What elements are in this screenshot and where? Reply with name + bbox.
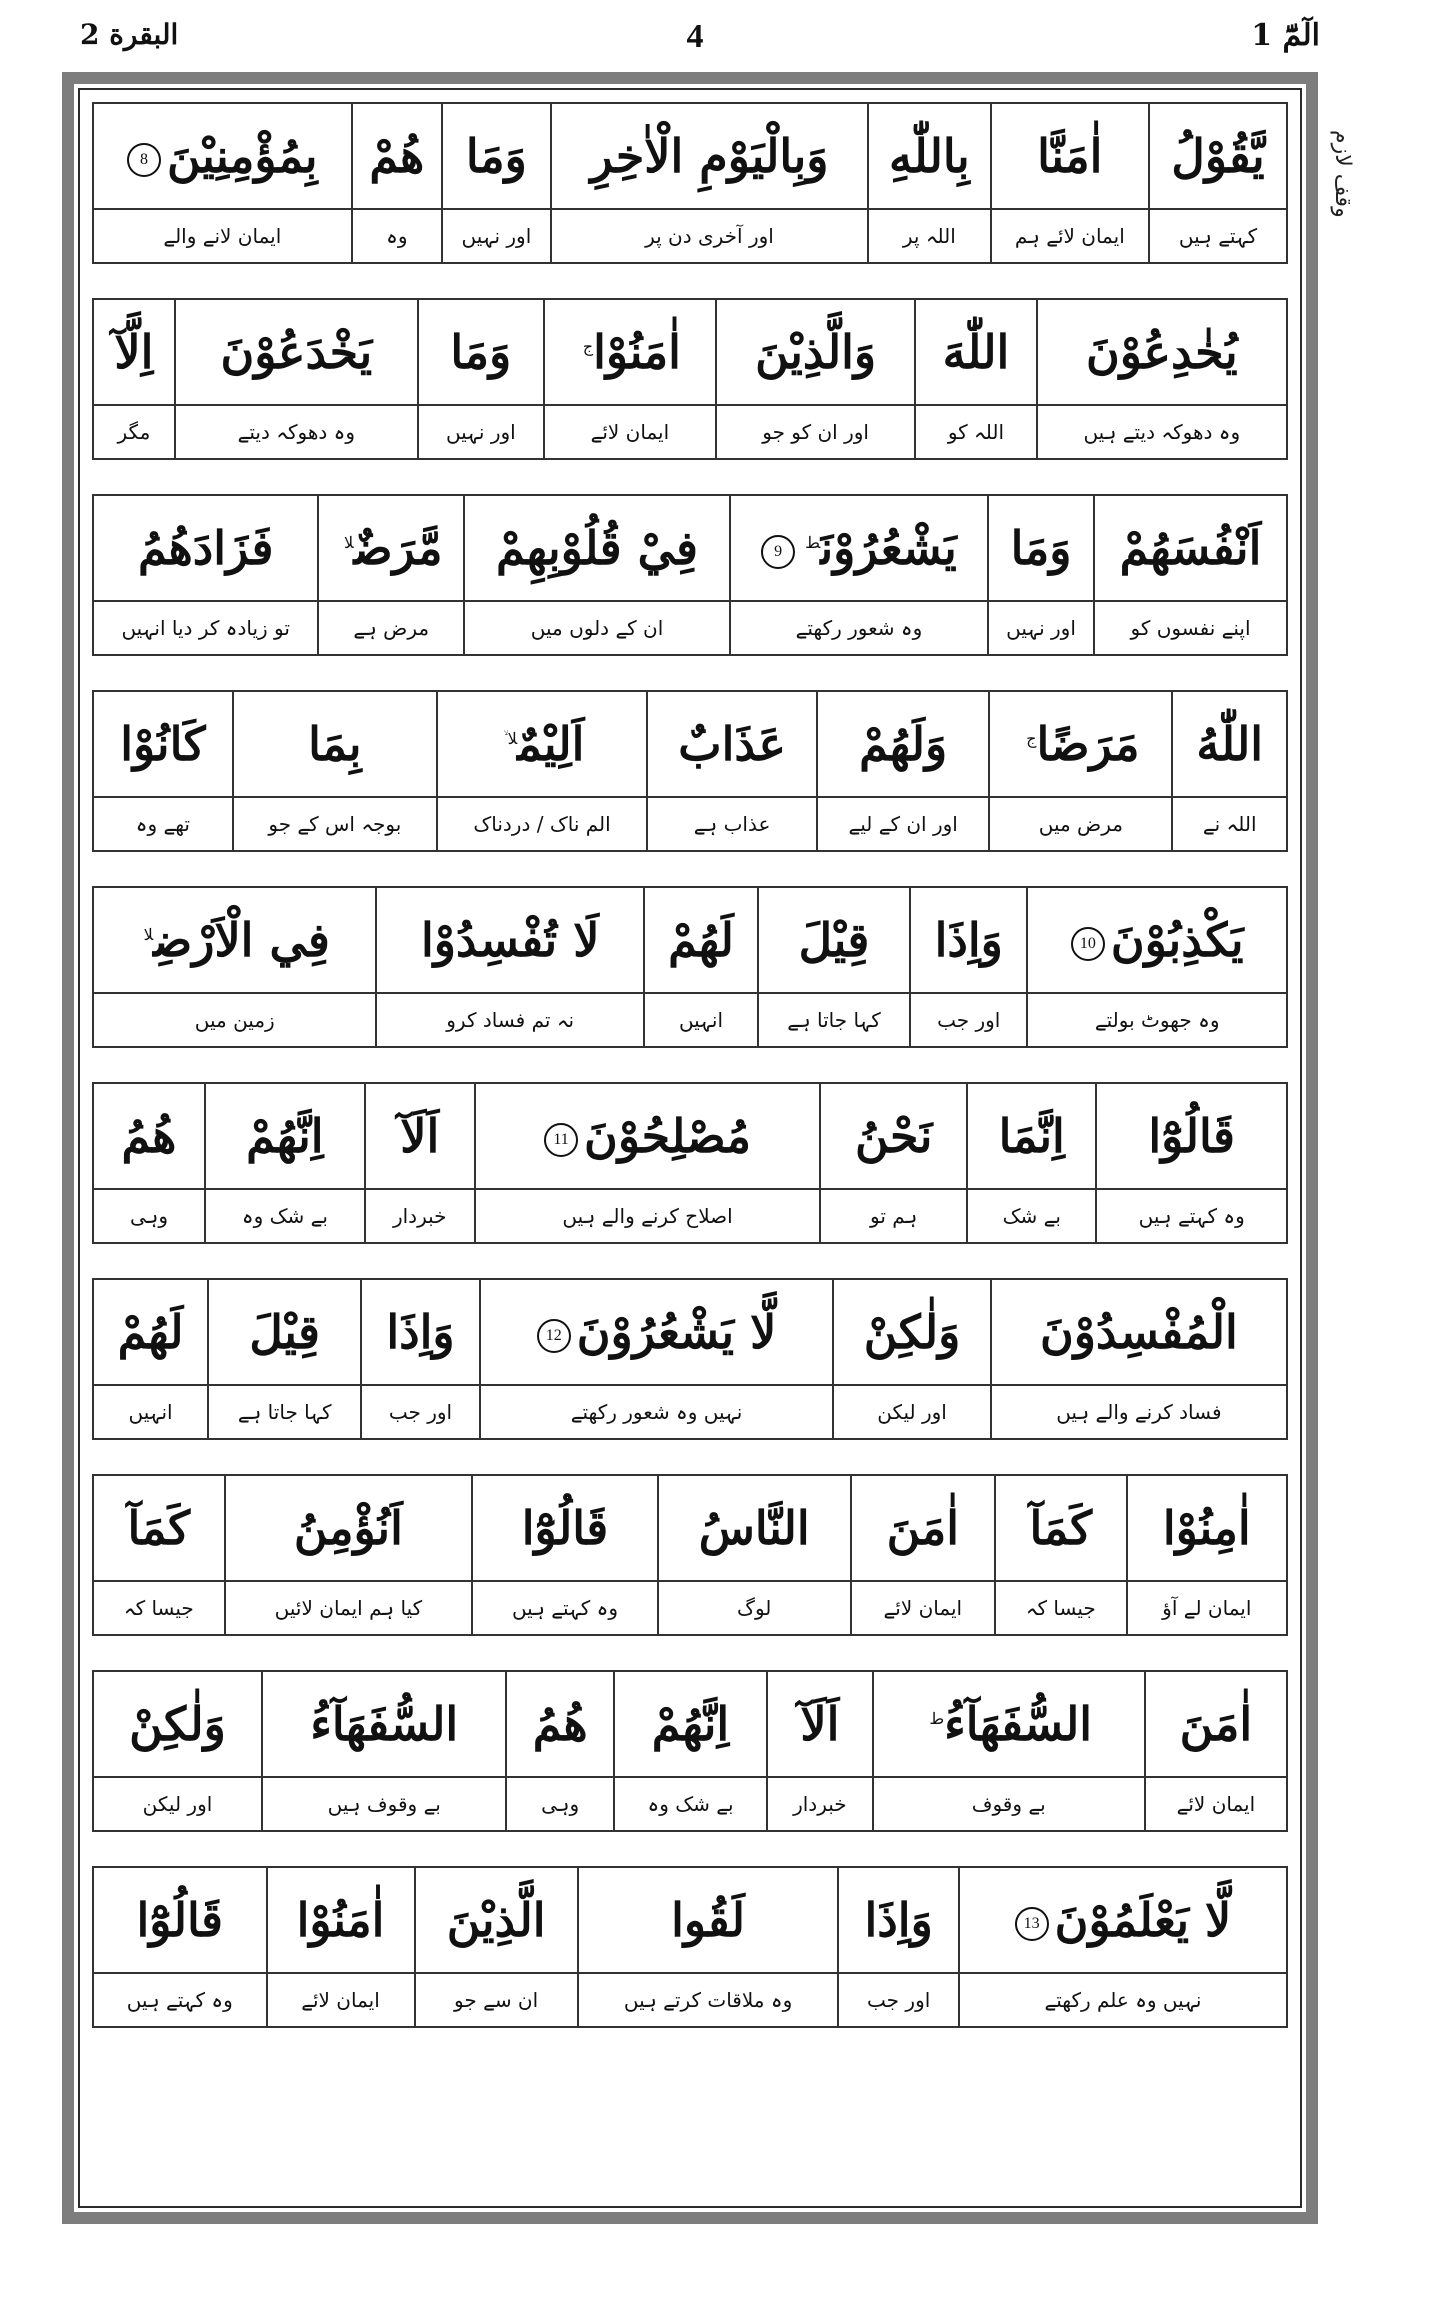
arabic-word: هُمُ bbox=[121, 1109, 177, 1163]
verse-number-circle-icon: 8 bbox=[127, 143, 161, 177]
arabic-word-cell bbox=[1172, 691, 1287, 797]
arabic-word: اٰمَنَ bbox=[886, 1501, 960, 1555]
arabic-word-cell bbox=[658, 1475, 851, 1581]
urdu-meaning-cell: ہم تو bbox=[820, 1189, 967, 1243]
arabic-row bbox=[93, 1279, 1287, 1385]
verse-number-circle-icon: 11 bbox=[544, 1123, 578, 1157]
word-table bbox=[92, 1866, 1288, 2028]
arabic-word: لَهُمْ bbox=[668, 913, 734, 967]
verse-number-circle-icon: 13 bbox=[1015, 1907, 1049, 1941]
arabic-word-cell bbox=[93, 1083, 205, 1189]
arabic-word: قَالُوْٓا bbox=[521, 1501, 609, 1555]
para-name: الٓمّٓ 1 bbox=[1251, 18, 1320, 53]
urdu-meaning-cell: مرض میں bbox=[989, 797, 1172, 851]
urdu-meaning-cell: اور جب bbox=[838, 1973, 959, 2027]
arabic-word-cell bbox=[544, 299, 716, 405]
urdu-translation-row bbox=[93, 405, 1287, 459]
page-frame bbox=[62, 72, 1318, 2224]
arabic-word-cell bbox=[376, 887, 643, 993]
word-table bbox=[92, 102, 1288, 264]
arabic-word-cell bbox=[910, 887, 1027, 993]
arabic-word-cell bbox=[578, 1867, 839, 1973]
page-number: 4 bbox=[686, 18, 704, 55]
arabic-word: وَاِذَا bbox=[386, 1305, 455, 1359]
urdu-meaning-cell: بے وقوف bbox=[873, 1777, 1145, 1831]
urdu-translation-row bbox=[93, 1777, 1287, 1831]
arabic-word: اَلَآ bbox=[800, 1697, 840, 1751]
arabic-word-cell bbox=[614, 1671, 767, 1777]
arabic-word-cell bbox=[1094, 495, 1287, 601]
urdu-translation-row bbox=[93, 1581, 1287, 1635]
arabic-row bbox=[93, 691, 1287, 797]
urdu-translation-row bbox=[93, 209, 1287, 263]
arabic-word: لَّا يَعْلَمُوْنَ bbox=[1054, 1893, 1232, 1947]
arabic-word-cell bbox=[442, 103, 551, 209]
arabic-word: اللّٰهُ bbox=[1196, 717, 1264, 771]
arabic-word-cell bbox=[361, 1279, 479, 1385]
word-table bbox=[92, 298, 1288, 460]
urdu-translation-row bbox=[93, 601, 1287, 655]
urdu-meaning-cell: بے شک وہ bbox=[614, 1777, 767, 1831]
arabic-word-cell bbox=[93, 1671, 262, 1777]
urdu-meaning-cell: اور آخری دن پر bbox=[551, 209, 868, 263]
arabic-word: الَّذِيْنَ bbox=[446, 1893, 546, 1947]
arabic-word: اٰمَنُوْا bbox=[296, 1893, 385, 1947]
urdu-meaning-cell: وہ کہتے ہیں bbox=[93, 1973, 267, 2027]
arabic-row bbox=[93, 1867, 1287, 1973]
urdu-meaning-cell: ان سے جو bbox=[415, 1973, 578, 2027]
urdu-meaning-cell: خبردار bbox=[365, 1189, 475, 1243]
arabic-word: كَمَآ bbox=[1029, 1501, 1093, 1555]
urdu-meaning-cell: اللہ نے bbox=[1172, 797, 1287, 851]
arabic-word: اِنَّمَا bbox=[998, 1109, 1065, 1163]
arabic-row bbox=[93, 299, 1287, 405]
urdu-meaning-cell: بے شک bbox=[967, 1189, 1096, 1243]
arabic-word: لَا تُفْسِدُوْا bbox=[420, 913, 600, 967]
arabic-word: نَحْنُ bbox=[854, 1109, 933, 1163]
arabic-word-cell bbox=[318, 495, 464, 601]
urdu-translation-row bbox=[93, 797, 1287, 851]
urdu-meaning-cell: وہی bbox=[93, 1189, 205, 1243]
arabic-word: كَانُوْا bbox=[120, 717, 206, 771]
surah-name: البقرة 2 bbox=[80, 18, 179, 51]
urdu-meaning-cell: مرض ہے bbox=[318, 601, 464, 655]
arabic-row bbox=[93, 887, 1287, 993]
arabic-word: النَّاسُ bbox=[698, 1501, 810, 1555]
waqf-lazim-margin-note: وقف لازم bbox=[1330, 130, 1355, 218]
arabic-word: هُمْ bbox=[369, 129, 425, 183]
arabic-word-cell bbox=[851, 1475, 995, 1581]
urdu-translation-row bbox=[93, 1189, 1287, 1243]
arabic-word: اَلِيْمٌ bbox=[517, 717, 585, 771]
arabic-word-cell bbox=[93, 103, 352, 209]
arabic-word-cell bbox=[93, 495, 318, 601]
arabic-word-cell bbox=[262, 1671, 507, 1777]
urdu-meaning-cell: اور نہیں bbox=[418, 405, 544, 459]
urdu-meaning-cell: الم ناک / دردناک bbox=[437, 797, 647, 851]
urdu-meaning-cell: بے وقوف ہیں bbox=[262, 1777, 507, 1831]
arabic-word: وَمَا bbox=[465, 129, 527, 183]
urdu-meaning-cell: ایمان لے آؤ bbox=[1127, 1581, 1287, 1635]
word-table bbox=[92, 1082, 1288, 1244]
arabic-word-cell bbox=[647, 691, 817, 797]
urdu-meaning-cell: اللہ کو bbox=[915, 405, 1036, 459]
urdu-meaning-cell: مگر bbox=[93, 405, 175, 459]
arabic-word: وَالَّذِيْنَ bbox=[755, 325, 877, 379]
arabic-word: قِيْلَ bbox=[249, 1305, 321, 1359]
urdu-meaning-cell: اور جب bbox=[361, 1385, 479, 1439]
arabic-word: الْمُفْسِدُوْنَ bbox=[1039, 1305, 1238, 1359]
word-table bbox=[92, 1278, 1288, 1440]
urdu-meaning-cell: وہ ملاقات کرتے ہیں bbox=[578, 1973, 839, 2027]
arabic-word-cell bbox=[991, 103, 1150, 209]
arabic-word-cell bbox=[716, 299, 915, 405]
urdu-meaning-cell: کیا ہم ایمان لائیں bbox=[225, 1581, 473, 1635]
urdu-meaning-cell: اللہ پر bbox=[868, 209, 990, 263]
arabic-word: لَقُوا bbox=[671, 1893, 745, 1947]
arabic-word: اَنْفُسَهُمْ bbox=[1119, 521, 1262, 575]
arabic-word: وَمَا bbox=[450, 325, 512, 379]
arabic-word-cell bbox=[833, 1279, 990, 1385]
urdu-meaning-cell: وہ دھوکہ دیتے bbox=[175, 405, 418, 459]
urdu-meaning-cell: ایمان لائے bbox=[851, 1581, 995, 1635]
urdu-meaning-cell: نہیں وہ علم رکھتے bbox=[959, 1973, 1287, 2027]
page-header bbox=[70, 18, 1320, 68]
arabic-row bbox=[93, 103, 1287, 209]
arabic-word-cell bbox=[267, 1867, 415, 1973]
arabic-word-cell bbox=[817, 691, 989, 797]
urdu-meaning-cell: خبردار bbox=[767, 1777, 872, 1831]
urdu-meaning-cell: اور نہیں bbox=[988, 601, 1094, 655]
arabic-word-cell bbox=[418, 299, 544, 405]
arabic-word-cell bbox=[93, 691, 233, 797]
arabic-word-cell bbox=[93, 1867, 267, 1973]
urdu-meaning-cell: اصلاح کرنے والے ہیں bbox=[475, 1189, 821, 1243]
arabic-word-cell bbox=[967, 1083, 1096, 1189]
arabic-word-cell bbox=[730, 495, 988, 601]
arabic-word-cell bbox=[225, 1475, 473, 1581]
waqf-mark: ط bbox=[805, 532, 821, 552]
urdu-meaning-cell: زمین میں bbox=[93, 993, 376, 1047]
waqf-mark: ج bbox=[1026, 728, 1037, 748]
arabic-word-cell bbox=[551, 103, 868, 209]
arabic-word: اِنَّهُمْ bbox=[651, 1697, 730, 1751]
arabic-word: وَاِذَا bbox=[864, 1893, 933, 1947]
arabic-word: بِاللّٰهِ bbox=[888, 129, 970, 183]
urdu-meaning-cell: وہی bbox=[506, 1777, 613, 1831]
arabic-word: بِمُؤْمِنِيْنَ bbox=[167, 129, 318, 183]
arabic-word: مُصْلِحُوْنَ bbox=[584, 1109, 752, 1163]
arabic-word: وَلٰكِنْ bbox=[863, 1305, 961, 1359]
word-by-word-rows bbox=[92, 102, 1288, 2062]
arabic-word-cell bbox=[1037, 299, 1287, 405]
arabic-word-cell bbox=[989, 691, 1172, 797]
urdu-meaning-cell: تو زیادہ کر دیا انہیں bbox=[93, 601, 318, 655]
arabic-word: اللّٰهَ bbox=[942, 325, 1010, 379]
arabic-word-cell bbox=[208, 1279, 361, 1385]
arabic-word: السُّفَهَآءُ bbox=[944, 1697, 1093, 1751]
urdu-meaning-cell: وہ کہتے ہیں bbox=[472, 1581, 658, 1635]
arabic-word-cell bbox=[868, 103, 990, 209]
arabic-row bbox=[93, 1671, 1287, 1777]
waqf-mark: لا bbox=[143, 924, 154, 944]
arabic-word: السُّفَهَآءُ bbox=[310, 1697, 459, 1751]
arabic-word: فِيْ قُلُوْبِهِمْ bbox=[496, 521, 698, 575]
urdu-meaning-cell: وہ جھوٹ بولتے bbox=[1027, 993, 1287, 1047]
urdu-meaning-cell: جیسا کہ bbox=[995, 1581, 1127, 1635]
arabic-word: اٰمِنُوْا bbox=[1162, 1501, 1251, 1555]
arabic-word: اِلَّآ bbox=[114, 325, 154, 379]
arabic-word: قِيْلَ bbox=[798, 913, 870, 967]
urdu-meaning-cell: اور لیکن bbox=[93, 1777, 262, 1831]
arabic-word-cell bbox=[475, 1083, 821, 1189]
arabic-word: كَمَآ bbox=[127, 1501, 191, 1555]
urdu-meaning-cell: ایمان لائے bbox=[544, 405, 716, 459]
arabic-word-cell bbox=[93, 299, 175, 405]
word-table bbox=[92, 1474, 1288, 1636]
arabic-word-cell bbox=[758, 887, 910, 993]
arabic-word-cell bbox=[995, 1475, 1127, 1581]
urdu-meaning-cell: اور لیکن bbox=[833, 1385, 990, 1439]
urdu-meaning-cell: وہ bbox=[352, 209, 442, 263]
urdu-meaning-cell: اور جب bbox=[910, 993, 1027, 1047]
urdu-meaning-cell: لوگ bbox=[658, 1581, 851, 1635]
arabic-word: اَلَآ bbox=[400, 1109, 440, 1163]
arabic-word: وَاِذَا bbox=[934, 913, 1003, 967]
arabic-word-cell bbox=[506, 1671, 613, 1777]
urdu-meaning-cell: وہ دھوکہ دیتے ہیں bbox=[1037, 405, 1287, 459]
verse-number-circle-icon: 9 bbox=[761, 535, 795, 569]
arabic-word: اِنَّهُمْ bbox=[246, 1109, 324, 1163]
arabic-word: هُمُ bbox=[532, 1697, 588, 1751]
urdu-meaning-cell: فساد کرنے والے ہیں bbox=[991, 1385, 1287, 1439]
urdu-meaning-cell: کہا جاتا ہے bbox=[758, 993, 910, 1047]
arabic-word: اٰمَنَّا bbox=[1037, 129, 1103, 183]
urdu-meaning-cell: نہ تم فساد کرو bbox=[376, 993, 643, 1047]
arabic-word: وَلَهُمْ bbox=[859, 717, 948, 771]
arabic-word: وَلٰكِنْ bbox=[129, 1697, 226, 1751]
urdu-meaning-cell: اور ان کو جو bbox=[716, 405, 915, 459]
arabic-word-cell bbox=[915, 299, 1036, 405]
waqf-mark: ج bbox=[582, 336, 594, 356]
arabic-word: يَشْعُرُوْنَ bbox=[820, 521, 957, 575]
urdu-meaning-cell: تھے وہ bbox=[93, 797, 233, 851]
urdu-meaning-cell: اور نہیں bbox=[442, 209, 551, 263]
urdu-meaning-cell: ایمان لائے bbox=[1145, 1777, 1287, 1831]
urdu-meaning-cell: ان کے دلوں میں bbox=[464, 601, 730, 655]
arabic-word-cell bbox=[1096, 1083, 1287, 1189]
urdu-translation-row bbox=[93, 993, 1287, 1047]
urdu-meaning-cell: ایمان لائے ہم bbox=[991, 209, 1150, 263]
urdu-meaning-cell: اپنے نفسوں کو bbox=[1094, 601, 1287, 655]
arabic-word-cell bbox=[365, 1083, 475, 1189]
arabic-word-cell bbox=[820, 1083, 967, 1189]
urdu-translation-row bbox=[93, 1973, 1287, 2027]
arabic-word: اٰمَنُوْا bbox=[593, 325, 681, 379]
arabic-word: وَبِالْيَوْمِ الْاٰخِرِ bbox=[590, 129, 829, 183]
arabic-word-cell bbox=[838, 1867, 959, 1973]
arabic-word-cell bbox=[352, 103, 442, 209]
urdu-meaning-cell: کہا جاتا ہے bbox=[208, 1385, 361, 1439]
arabic-word-cell bbox=[175, 299, 418, 405]
urdu-meaning-cell: بوجہ اس کے جو bbox=[233, 797, 437, 851]
verse-number-circle-icon: 10 bbox=[1071, 927, 1105, 961]
arabic-word: مَّرَضٌ bbox=[353, 521, 443, 575]
arabic-word-cell bbox=[472, 1475, 658, 1581]
arabic-row bbox=[93, 1475, 1287, 1581]
word-table bbox=[92, 494, 1288, 656]
arabic-word-cell bbox=[415, 1867, 578, 1973]
urdu-meaning-cell: عذاب ہے bbox=[647, 797, 817, 851]
urdu-meaning-cell: انہیں bbox=[644, 993, 758, 1047]
urdu-meaning-cell: بے شک وہ bbox=[205, 1189, 365, 1243]
arabic-word-cell bbox=[991, 1279, 1287, 1385]
arabic-word-cell bbox=[767, 1671, 872, 1777]
urdu-meaning-cell: انہیں bbox=[93, 1385, 208, 1439]
arabic-word: يَخْدَعُوْنَ bbox=[220, 325, 373, 379]
arabic-row bbox=[93, 495, 1287, 601]
arabic-word-cell bbox=[1149, 103, 1287, 209]
urdu-meaning-cell: اور ان کے لیے bbox=[817, 797, 989, 851]
arabic-word-cell bbox=[1027, 887, 1287, 993]
arabic-word-cell bbox=[93, 887, 376, 993]
arabic-word: فِي الْاَرْضِ bbox=[153, 913, 330, 967]
urdu-meaning-cell: وہ شعور رکھتے bbox=[730, 601, 988, 655]
arabic-word: يَكْذِبُوْنَ bbox=[1110, 913, 1244, 967]
verse-number-circle-icon: 12 bbox=[537, 1319, 571, 1353]
word-table bbox=[92, 886, 1288, 1048]
arabic-word-cell bbox=[233, 691, 437, 797]
waqf-mark: ط bbox=[929, 1708, 945, 1728]
arabic-word: وَمَا bbox=[1010, 521, 1072, 575]
arabic-word-cell bbox=[959, 1867, 1287, 1973]
arabic-word-cell bbox=[437, 691, 647, 797]
arabic-word: عَذَابٌ bbox=[678, 717, 786, 771]
arabic-word: اٰمَنَ bbox=[1179, 1697, 1253, 1751]
arabic-word-cell bbox=[873, 1671, 1145, 1777]
arabic-word-cell bbox=[464, 495, 730, 601]
arabic-row bbox=[93, 1083, 1287, 1189]
arabic-word-cell bbox=[988, 495, 1094, 601]
arabic-word: قَالُوْٓا bbox=[1148, 1109, 1235, 1163]
word-table bbox=[92, 690, 1288, 852]
urdu-meaning-cell: نہیں وہ شعور رکھتے bbox=[480, 1385, 834, 1439]
arabic-word: بِمَا bbox=[308, 717, 362, 771]
urdu-meaning-cell: کہتے ہیں bbox=[1149, 209, 1287, 263]
arabic-word: يُخٰدِعُوْنَ bbox=[1085, 325, 1238, 379]
arabic-word-cell bbox=[1145, 1671, 1287, 1777]
arabic-word: قَالُوْٓا bbox=[136, 1893, 224, 1947]
arabic-word-cell bbox=[644, 887, 758, 993]
arabic-word-cell bbox=[1127, 1475, 1287, 1581]
waqf-mark: لا bbox=[343, 532, 354, 552]
urdu-meaning-cell: وہ کہتے ہیں bbox=[1096, 1189, 1287, 1243]
arabic-word: اَنُؤْمِنُ bbox=[293, 1501, 403, 1555]
arabic-word-cell bbox=[205, 1083, 365, 1189]
urdu-meaning-cell: جیسا کہ bbox=[93, 1581, 225, 1635]
word-table bbox=[92, 1670, 1288, 1832]
arabic-word: فَزَادَهُمُ bbox=[137, 521, 274, 575]
arabic-word: يَّقُوْلُ bbox=[1171, 129, 1265, 183]
arabic-word-cell bbox=[93, 1475, 225, 1581]
urdu-meaning-cell: ایمان لانے والے bbox=[93, 209, 352, 263]
arabic-word: مَرَضًا bbox=[1036, 717, 1140, 771]
arabic-word: لَهُمْ bbox=[117, 1305, 184, 1359]
urdu-translation-row bbox=[93, 1385, 1287, 1439]
arabic-word-cell bbox=[93, 1279, 208, 1385]
waqf-mark: لا ۙ bbox=[503, 728, 518, 748]
urdu-meaning-cell: ایمان لائے bbox=[267, 1973, 415, 2027]
arabic-word-cell bbox=[480, 1279, 834, 1385]
arabic-word: لَّا يَشْعُرُوْنَ bbox=[576, 1305, 777, 1359]
